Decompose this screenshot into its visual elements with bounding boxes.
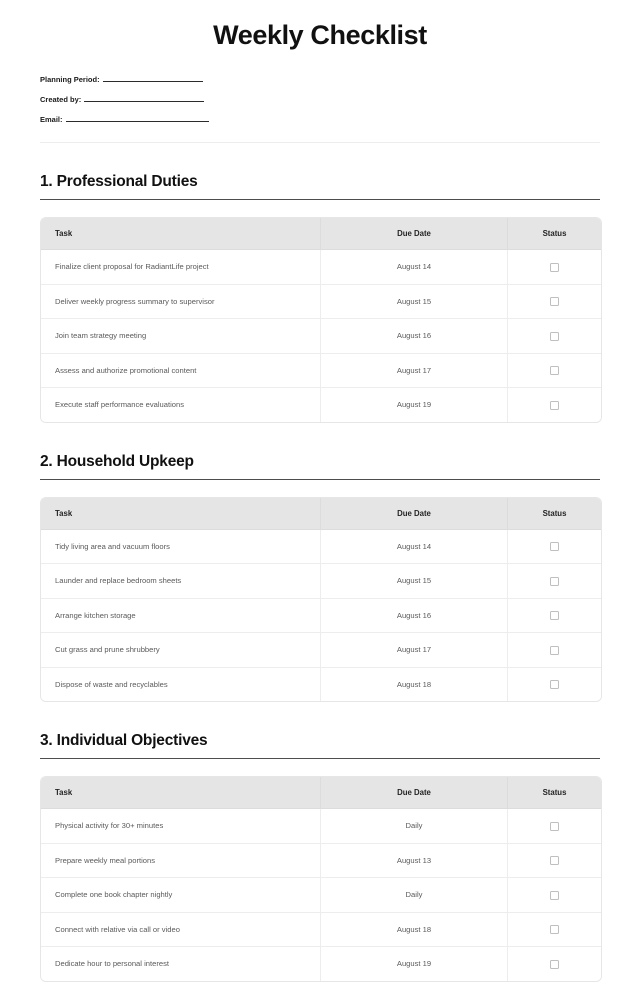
status-checkbox[interactable] bbox=[550, 891, 559, 900]
status-checkbox[interactable] bbox=[550, 332, 559, 341]
cell-task: Launder and replace bedroom sheets bbox=[41, 564, 321, 599]
cell-status bbox=[508, 354, 601, 389]
table-row bbox=[41, 668, 601, 702]
meta-input-created-by[interactable] bbox=[84, 93, 204, 102]
cell-task: Dispose of waste and recyclables bbox=[41, 668, 321, 702]
table-row bbox=[41, 633, 601, 668]
checklist-table bbox=[40, 497, 602, 703]
cell-status bbox=[508, 599, 601, 634]
page-title: Weekly Checklist bbox=[213, 20, 427, 50]
meta-field-planning-period bbox=[40, 73, 600, 84]
cell-status bbox=[508, 844, 601, 879]
cell-task: Deliver weekly progress summary to supervisor bbox=[41, 285, 321, 320]
status-checkbox[interactable] bbox=[550, 856, 559, 865]
cell-due-date: August 18 bbox=[321, 668, 508, 702]
cell-due-date: August 16 bbox=[321, 599, 508, 634]
cell-due-date: Daily bbox=[321, 878, 508, 913]
column-header-task: Task bbox=[41, 218, 321, 250]
status-checkbox[interactable] bbox=[550, 960, 559, 969]
section-professional-duties bbox=[40, 143, 600, 423]
status-checkbox[interactable] bbox=[550, 646, 559, 655]
cell-task: Finalize client proposal for RadiantLife project bbox=[41, 250, 321, 285]
section-household-upkeep bbox=[40, 423, 600, 703]
cell-status bbox=[508, 564, 601, 599]
column-header-due-date: Due Date bbox=[321, 498, 508, 530]
cell-due-date: August 16 bbox=[321, 319, 508, 354]
table-row bbox=[41, 878, 601, 913]
status-checkbox[interactable] bbox=[550, 577, 559, 586]
section-rule bbox=[40, 199, 600, 200]
cell-due-date: August 15 bbox=[321, 564, 508, 599]
cell-task: Arrange kitchen storage bbox=[41, 599, 321, 634]
cell-status bbox=[508, 530, 601, 565]
cell-status bbox=[508, 319, 601, 354]
cell-task: Cut grass and prune shrubbery bbox=[41, 633, 321, 668]
table-row bbox=[41, 530, 601, 565]
cell-status bbox=[508, 388, 601, 422]
meta-input-planning-period[interactable] bbox=[103, 73, 203, 82]
status-checkbox[interactable] bbox=[550, 263, 559, 272]
cell-due-date: August 19 bbox=[321, 947, 508, 981]
cell-status bbox=[508, 250, 601, 285]
cell-due-date: August 13 bbox=[321, 844, 508, 879]
table-header-row bbox=[41, 218, 601, 250]
meta-field-created-by bbox=[40, 93, 600, 104]
table-header-row bbox=[41, 498, 601, 530]
cell-due-date: August 19 bbox=[321, 388, 508, 422]
status-checkbox[interactable] bbox=[550, 611, 559, 620]
column-header-status: Status bbox=[508, 498, 601, 530]
status-checkbox[interactable] bbox=[550, 925, 559, 934]
section-title: 3. Individual Objectives bbox=[40, 732, 208, 749]
section-title: 1. Professional Duties bbox=[40, 173, 198, 190]
meta-label-planning-period: Planning Period: bbox=[40, 75, 100, 84]
cell-status bbox=[508, 878, 601, 913]
table-row bbox=[41, 388, 601, 422]
table-head bbox=[41, 498, 601, 530]
status-checkbox[interactable] bbox=[550, 542, 559, 551]
column-header-status: Status bbox=[508, 218, 601, 250]
meta-label-created-by: Created by: bbox=[40, 95, 82, 104]
table-row bbox=[41, 947, 601, 981]
cell-due-date: August 14 bbox=[321, 530, 508, 565]
table-row bbox=[41, 809, 601, 844]
cell-status bbox=[508, 809, 601, 844]
status-checkbox[interactable] bbox=[550, 297, 559, 306]
cell-due-date: August 15 bbox=[321, 285, 508, 320]
cell-status bbox=[508, 668, 601, 702]
meta-field-email bbox=[40, 113, 600, 124]
checklist-table bbox=[40, 217, 602, 423]
column-header-status: Status bbox=[508, 777, 601, 809]
cell-task: Prepare weekly meal portions bbox=[41, 844, 321, 879]
cell-task: Dedicate hour to personal interest bbox=[41, 947, 321, 981]
cell-due-date: August 14 bbox=[321, 250, 508, 285]
table-row bbox=[41, 564, 601, 599]
column-header-due-date: Due Date bbox=[321, 218, 508, 250]
section-title: 2. Household Upkeep bbox=[40, 452, 194, 470]
column-header-task: Task bbox=[41, 777, 321, 809]
cell-status bbox=[508, 913, 601, 948]
column-header-due-date: Due Date bbox=[321, 777, 508, 809]
cell-task: Connect with relative via call or video bbox=[41, 913, 321, 948]
cell-due-date: August 17 bbox=[321, 354, 508, 389]
section-individual-objectives bbox=[40, 702, 600, 982]
cell-task: Join team strategy meeting bbox=[41, 319, 321, 354]
cell-due-date: Daily bbox=[321, 809, 508, 844]
table-body bbox=[41, 530, 601, 702]
cell-due-date: August 17 bbox=[321, 633, 508, 668]
column-header-task: Task bbox=[41, 498, 321, 530]
meta-label-email: Email: bbox=[40, 115, 63, 124]
status-checkbox[interactable] bbox=[550, 401, 559, 410]
cell-task: Physical activity for 30+ minutes bbox=[41, 809, 321, 844]
table-row bbox=[41, 250, 601, 285]
table-row bbox=[41, 913, 601, 948]
table-row bbox=[41, 599, 601, 634]
table-row bbox=[41, 319, 601, 354]
table-row bbox=[41, 285, 601, 320]
meta-input-email[interactable] bbox=[66, 113, 209, 122]
section-rule bbox=[40, 479, 600, 480]
status-checkbox[interactable] bbox=[550, 366, 559, 375]
cell-task: Tidy living area and vacuum floors bbox=[41, 530, 321, 565]
table-body bbox=[41, 809, 601, 981]
cell-task: Assess and authorize promotional content bbox=[41, 354, 321, 389]
table-row bbox=[41, 354, 601, 389]
cell-status bbox=[508, 285, 601, 320]
table-head bbox=[41, 218, 601, 250]
cell-task: Complete one book chapter nightly bbox=[41, 878, 321, 913]
meta-fields bbox=[40, 69, 600, 124]
table-head bbox=[41, 777, 601, 809]
cell-status bbox=[508, 947, 601, 981]
table-row bbox=[41, 844, 601, 879]
checklist-table bbox=[40, 776, 602, 982]
status-checkbox[interactable] bbox=[550, 822, 559, 831]
section-rule bbox=[40, 758, 600, 759]
cell-task: Execute staff performance evaluations bbox=[41, 388, 321, 422]
cell-due-date: August 18 bbox=[321, 913, 508, 948]
status-checkbox[interactable] bbox=[550, 680, 559, 689]
cell-status bbox=[508, 633, 601, 668]
table-body bbox=[41, 250, 601, 422]
table-header-row bbox=[41, 777, 601, 809]
